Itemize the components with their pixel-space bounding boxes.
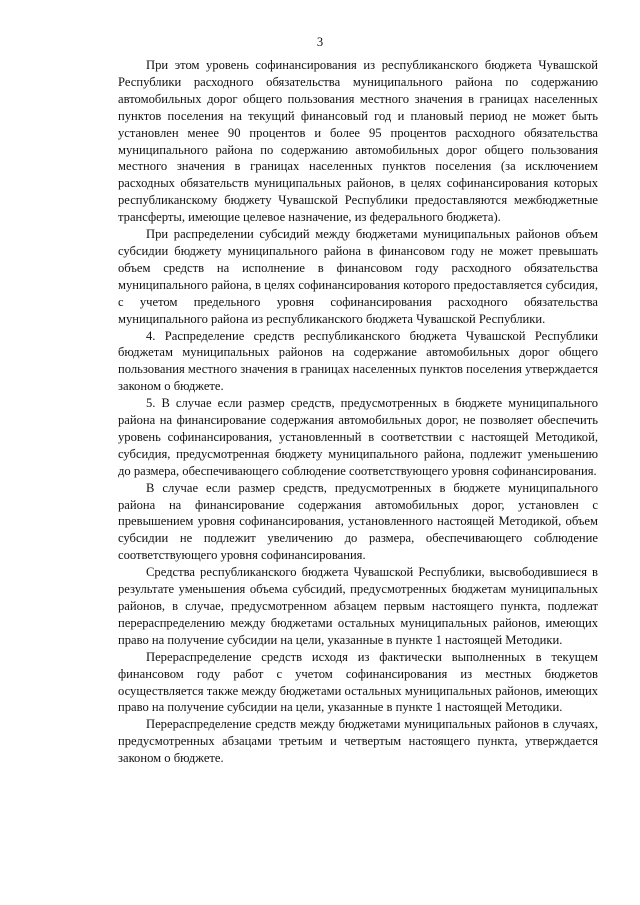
paragraph-1: При этом уровень софинансирования из республиканского бюджета Чувашской Республики расходного обязательства муниципального района по содержанию автомобильных дорог общего пользования местного значения в границах населенных пунктов поселения на текущий финансовый год и плановый период не может быть установлен менее 90 процентов и более 95 процентов расходного обязательства муниципального района по содержанию автомобильных дорог общего пользования местного значения в границах населенных пунктов поселения (за исключением расходных обязательств муниципальных районов, в целях софинансирования которых республиканскому бюджету Чувашской Республики предоставляются межбюджетные трансферты, имеющие целевое назначение, из федерального бюджета).: [118, 58, 598, 225]
paragraph-3: 4. Распределение средств республиканского бюджета Чувашской Республики бюджетам муниципальных районов на содержание автомобильных дорог общего пользования местного значения в границах населенных пунктов поселения утверждается законом о бюджете.: [118, 328, 598, 394]
paragraph-8: Перераспределение средств между бюджетами муниципальных районов в случаях, предусмотренных абзацами третьим и четвертым настоящего пункта, утверждается законом о бюджете.: [118, 717, 598, 766]
paragraph-7: Перераспределение средств исходя из фактически выполненных в текущем финансовом году работ с учетом софинансирования из местных бюджетов осуществляется также между бюджетами остальных муниципальных районов, имеющих право на получение субсидии на цели, указанные в пункте 1 настоящей Методики.: [118, 649, 598, 715]
paragraph-5: В случае если размер средств, предусмотренных в бюджете муниципального района на финансирование содержания автомобильных дорог, установлен с превышением уровня софинансирования, установленного настоящей Методикой, объем субсидии не подлежит увеличению до размера, обеспечивающего соблюдение соответствующего уровня софинансирования.: [118, 480, 598, 563]
document-body: [118, 57, 598, 767]
paragraph-2: При распределении субсидий между бюджетами муниципальных районов объем субсидии бюджету муниципального района в финансовом году не может превышать объем средств на исполнение в финансовом году расходного обязательства муниципального района, в целях софинансирования которого предоставляется субсидия, с учетом предельного уровня софинансирования расходного обязательства муниципального района из республиканского бюджета Чувашской Республики.: [118, 227, 598, 326]
page-number: 3: [316, 35, 324, 49]
paragraph-6: Средства республиканского бюджета Чувашской Республики, высвободившиеся в результате уменьшения объема субсидий, предусмотренных бюджетам муниципальных районов, в случае, предусмотренном абзацем первым настоящего пункта, подлежат перераспределению между бюджетами остальных муниципальных районов, имеющих право на получение субсидии на цели, указанные в пункте 1 настоящей Методики.: [118, 565, 598, 647]
paragraph-4: 5. В случае если размер средств, предусмотренных в бюджете муниципального района на финансирование содержания автомобильных дорог, не позволяет обеспечить уровень софинансирования, установленный в соответствии с настоящей Методикой, субсидия, предусмотренная бюджету муниципального района, подлежит уменьшению до размера, обеспечивающего соблюдение соответствующего уровня софинансирования.: [118, 396, 598, 478]
